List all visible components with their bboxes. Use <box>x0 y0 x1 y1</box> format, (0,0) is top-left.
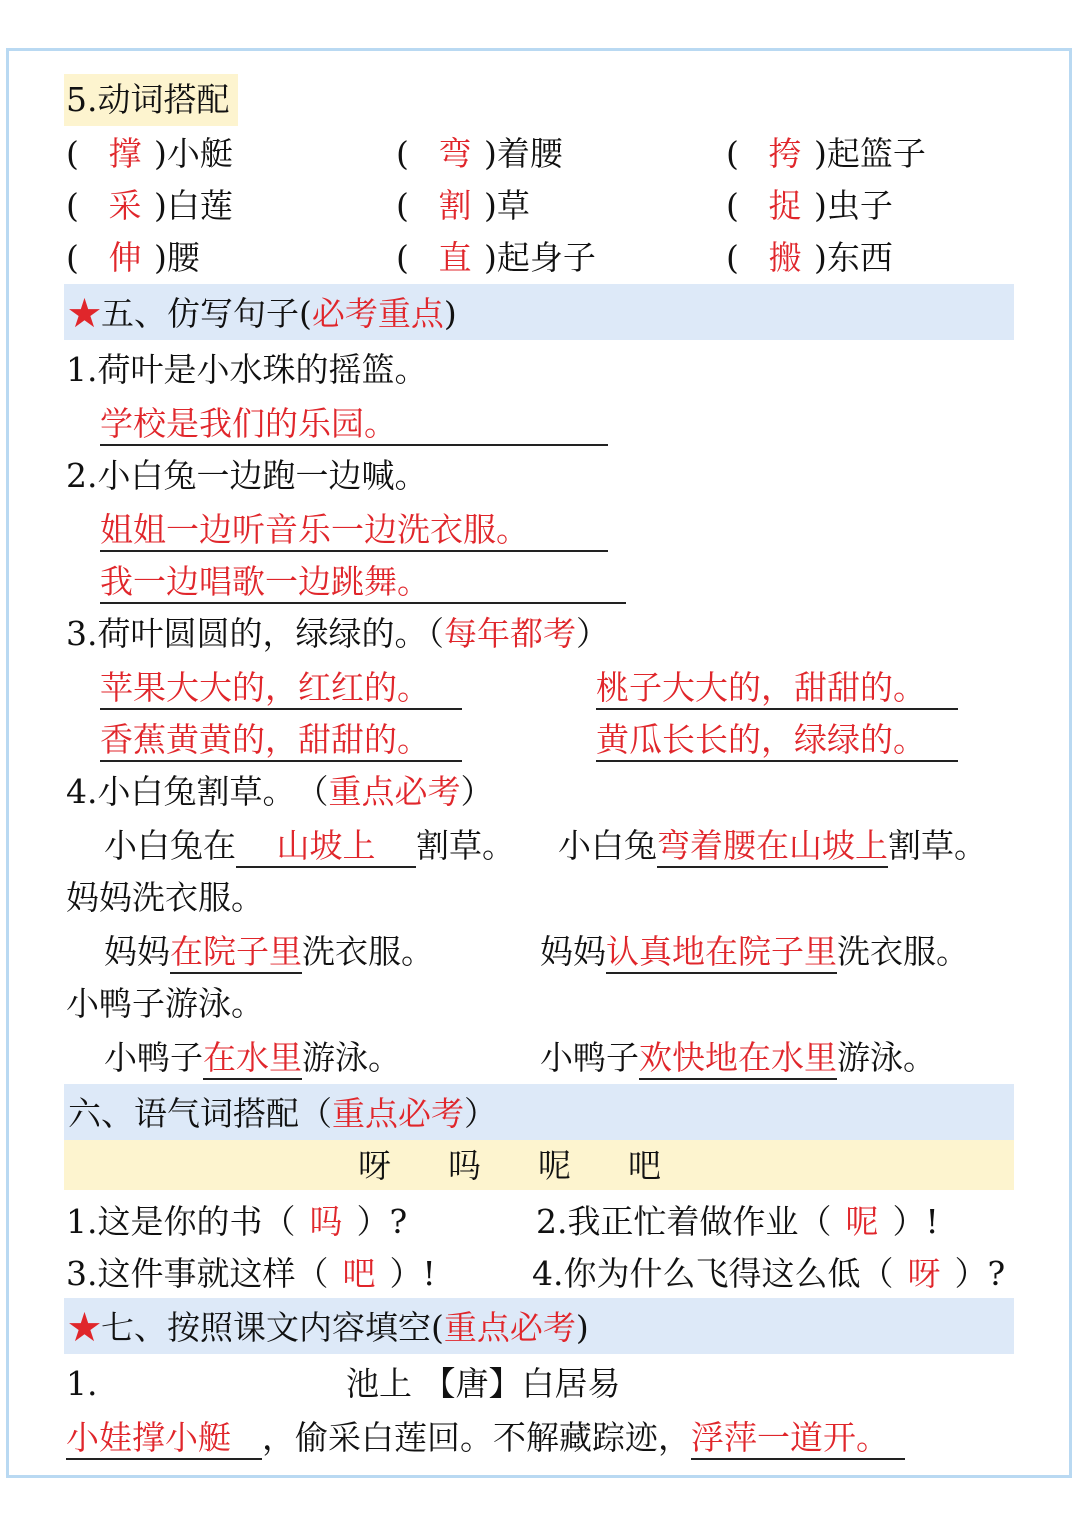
q3-prompt <box>66 612 609 656</box>
q4-row1-right <box>558 824 987 868</box>
verb-item <box>726 132 926 176</box>
verb-item <box>396 132 563 176</box>
q4-row1-left <box>104 824 515 868</box>
r2-post: 洗衣服。 <box>302 932 434 971</box>
q1-prompt: 1.荷叶是小水珠的摇篮。 <box>66 350 428 389</box>
verb-tail: )东西 <box>814 238 893 277</box>
section-seven-close: ) <box>575 1308 589 1347</box>
q4-row2-right <box>540 930 969 974</box>
r1b-answer: 弯着腰在山坡上 <box>657 826 888 868</box>
six-q2-end: ）! <box>892 1202 939 1241</box>
q4-tag: 重点必考 <box>328 772 461 811</box>
verb-open-paren: ( <box>66 238 79 277</box>
verb-answer: 采 <box>108 186 142 225</box>
six-q2 <box>536 1200 939 1244</box>
six-q2-text: 2.我正忙着做作业（ <box>536 1202 832 1241</box>
q4-row3-right <box>540 1036 936 1080</box>
word-bank-item: 呢 <box>538 1146 571 1185</box>
verb-open-paren: ( <box>66 134 79 173</box>
verb-tail: )白莲 <box>154 186 233 225</box>
verb-answer: 撑 <box>108 134 142 173</box>
verb-item <box>66 132 233 176</box>
verb-answer: 搬 <box>768 238 802 277</box>
verb-tail: )腰 <box>154 238 200 277</box>
poem-title: 池上 【唐】白居易 <box>346 1364 621 1403</box>
r2-pre: 妈妈 <box>104 932 170 971</box>
r1b-post: 割草。 <box>888 826 987 865</box>
q3-answer-c-text: 香蕉黄黄的，甜甜的。 <box>100 720 462 762</box>
q2-answer-a <box>100 508 608 552</box>
r2b-answer: 认真地在院子里 <box>606 932 837 974</box>
section-five-tag: 必考重点 <box>311 294 444 333</box>
six-q2-answer: 呢 <box>845 1202 879 1241</box>
verb-item <box>66 184 233 228</box>
q4-prompt <box>66 770 494 814</box>
q3-answer-b-text: 桃子大大的，甜甜的。 <box>596 668 958 710</box>
six-q1 <box>66 1200 407 1244</box>
section-six-heading <box>68 1092 497 1136</box>
section5-title: 5.动词搭配 <box>66 80 230 119</box>
verb-item <box>726 236 893 280</box>
verb-tail: )小艇 <box>154 134 233 173</box>
r2b-post: 洗衣服。 <box>837 932 969 971</box>
verb-answer: 弯 <box>438 134 472 173</box>
q1-answer-text: 学校是我们的乐园。 <box>100 404 608 446</box>
word-bank-item: 呀 <box>358 1146 391 1185</box>
six-q4-end: ）? <box>954 1254 1006 1293</box>
q3-answer-b <box>596 666 958 710</box>
six-q3-end: ）! <box>389 1254 436 1293</box>
q3-tag: 每年都考 <box>444 614 576 653</box>
star-icon: ★ <box>68 294 101 333</box>
r1b-pre: 小白兔 <box>558 826 657 865</box>
verb-open-paren: ( <box>66 186 79 225</box>
q2-prompt: 2.小白兔一边跑一边喊。 <box>66 456 428 495</box>
section-five-title: 五、仿写句子( <box>101 294 312 333</box>
poem-middle: ，偷采白莲回。不解藏踪迹， <box>262 1418 691 1457</box>
verb-tail: )起身子 <box>484 238 596 277</box>
r3b-answer: 欢快地在水里 <box>639 1038 837 1080</box>
q2-answer-b <box>100 560 626 604</box>
verb-item <box>66 236 200 280</box>
q4-close: ） <box>460 772 494 811</box>
six-q1-answer: 吗 <box>309 1202 343 1241</box>
r1-post: 割草。 <box>416 826 515 865</box>
q4b-prompt: 妈妈洗衣服。 <box>66 878 264 917</box>
section-five-heading <box>68 292 457 336</box>
verb-tail: )草 <box>484 186 530 225</box>
r1-pre: 小白兔在 <box>104 826 236 865</box>
q3-answer-c <box>100 718 462 762</box>
verb-answer: 捉 <box>768 186 802 225</box>
six-q3-text: 3.这件事就这样（ <box>66 1254 329 1293</box>
word-bank-item: 吧 <box>628 1146 661 1185</box>
r3-answer: 在水里 <box>203 1038 302 1080</box>
verb-open-paren: ( <box>396 238 409 277</box>
q3-answer-d <box>596 718 958 762</box>
verb-open-paren: ( <box>726 186 739 225</box>
verb-tail: )着腰 <box>484 134 563 173</box>
r3-pre: 小鸭子 <box>104 1038 203 1077</box>
verb-tail: )起篮子 <box>814 134 926 173</box>
r2b-pre: 妈妈 <box>540 932 606 971</box>
q1-answer <box>100 402 608 446</box>
verb-open-paren: ( <box>726 238 739 277</box>
verb-tail: )虫子 <box>814 186 893 225</box>
q3-answer-d-text: 黄瓜长长的，绿绿的。 <box>596 720 958 762</box>
verb-answer: 伸 <box>108 238 142 277</box>
verb-open-paren: ( <box>726 134 739 173</box>
section-seven-heading <box>68 1306 589 1350</box>
star-icon: ★ <box>68 1308 101 1347</box>
verb-item <box>396 236 596 280</box>
verb-item <box>396 184 530 228</box>
six-q4-text: 4.你为什么飞得这么低（ <box>532 1254 894 1293</box>
q3-text: 3.荷叶圆圆的，绿绿的。（ <box>66 614 444 653</box>
r3-post: 游泳。 <box>302 1038 401 1077</box>
q4c-prompt: 小鸭子游泳。 <box>66 984 264 1023</box>
section-six-title: 六、语气词搭配（ <box>68 1094 332 1133</box>
verb-answer: 直 <box>438 238 472 277</box>
six-q3 <box>66 1252 436 1296</box>
verb-open-paren: ( <box>396 186 409 225</box>
six-q1-end: ）? <box>356 1202 408 1241</box>
q4-text: 4.小白兔割草。 （ <box>66 772 329 811</box>
q2-answer-b-text: 我一边唱歌一边跳舞。 <box>100 562 626 604</box>
verb-answer: 割 <box>438 186 472 225</box>
section-six-tag: 重点必考 <box>332 1094 464 1133</box>
section-six-close: ） <box>464 1094 497 1133</box>
six-q3-answer: 吧 <box>342 1254 376 1293</box>
verb-open-paren: ( <box>396 134 409 173</box>
six-q4 <box>532 1252 1005 1296</box>
verb-item <box>726 184 893 228</box>
q3-close: ） <box>576 614 609 653</box>
poem-line <box>66 1416 905 1460</box>
section-seven-tag: 重点必考 <box>443 1308 576 1347</box>
q3-answer-a-text: 苹果大大的，红红的。 <box>100 668 462 710</box>
r1-answer: 山坡上 <box>236 826 416 868</box>
r2-answer: 在院子里 <box>170 932 302 974</box>
q3-answer-a <box>100 666 462 710</box>
poem-blank-1: 小娃撑小艇 <box>66 1418 262 1460</box>
r3b-post: 游泳。 <box>837 1038 936 1077</box>
six-q4-answer: 呀 <box>907 1254 941 1293</box>
r3b-pre: 小鸭子 <box>540 1038 639 1077</box>
section-five-close: ) <box>443 294 457 333</box>
q4-row3-left <box>104 1036 401 1080</box>
section-seven-title: 七、按照课文内容填空( <box>101 1308 444 1347</box>
six-q1-text: 1.这是你的书（ <box>66 1202 296 1241</box>
q2-answer-a-text: 姐姐一边听音乐一边洗衣服。 <box>100 510 608 552</box>
poem-blank-2: 浮萍一道开。 <box>691 1418 905 1460</box>
verb-answer: 挎 <box>768 134 802 173</box>
word-bank-item: 吗 <box>448 1146 481 1185</box>
seven-num: 1. <box>66 1364 98 1403</box>
q4-row2-left <box>104 930 434 974</box>
